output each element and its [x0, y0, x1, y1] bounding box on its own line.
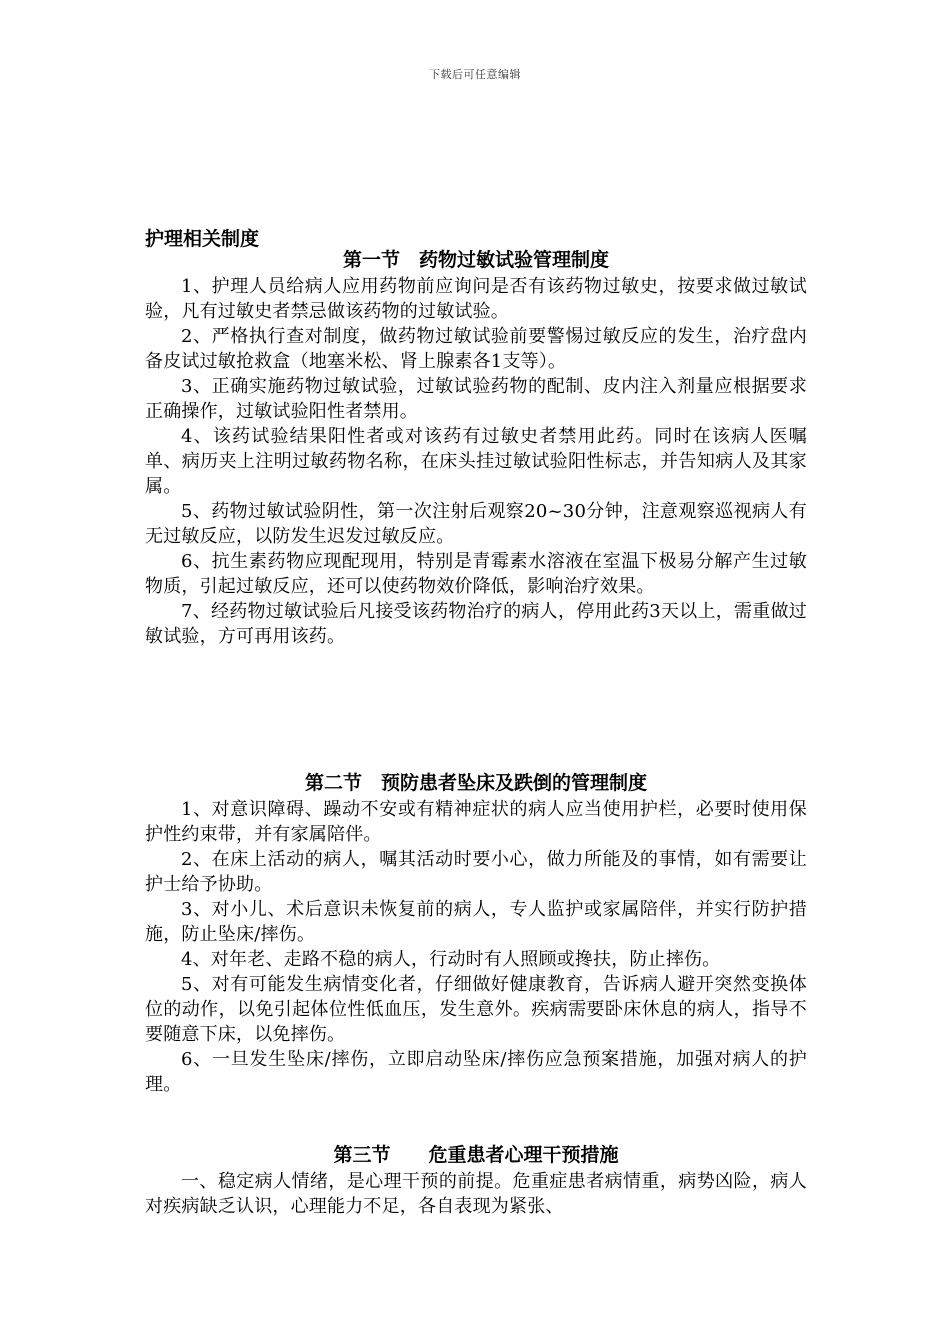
- section-fall-prevention: [145, 769, 807, 1097]
- paragraph: 6、抗生素药物应现配现用，特别是青霉素水溶液在室温下极易分解产生过敏物质，引起过敏反应，还可以使药物效价降低，影响治疗效果。: [145, 551, 807, 597]
- paragraph: 1、对意识障碍、躁动不安或有精神症状的病人应当使用护栏，必要时使用保护性约束带，并有家属陪伴。: [145, 799, 807, 845]
- paragraph: 3、对小儿、术后意识未恢复前的病人，专人监护或家属陪伴，并实行防护措施，防止坠床/摔伤。: [145, 899, 807, 945]
- paragraph: 一、稳定病人情绪，是心理干预的前提。危重症患者病情重，病势凶险，病人对疾病缺乏认识，心理能力不足，各自表现为紧张、: [145, 1171, 807, 1217]
- page-header-note: 下载后可任意编辑: [429, 68, 521, 81]
- document-title: 护理相关制度: [145, 228, 260, 250]
- paragraph: 4、该药试验结果阳性者或对该药有过敏史者禁用此药。同时在该病人医嘱单、病历夹上注明过敏药物名称，在床头挂过敏试验阳性标志，并告知病人及其家属。: [145, 426, 807, 497]
- paragraph: 6、一旦发生坠床/摔伤，立即启动坠床/摔伤应急预案措施，加强对病人的护理。: [145, 1049, 807, 1095]
- paragraph: 5、药物过敏试验阴性，第一次注射后观察20~30分钟，注意观察巡视病人有无过敏反应，以防发生迟发过敏反应。: [145, 501, 807, 547]
- section-drug-allergy-test: [145, 246, 807, 649]
- paragraph: 3、正确实施药物过敏试验，过敏试验药物的配制、皮内注入剂量应根据要求正确操作，过敏试验阳性者禁用。: [145, 376, 807, 422]
- section-heading: 第三节 危重患者心理干预措施: [333, 1144, 619, 1166]
- paragraph: 1、护理人员给病人应用药物前应询问是否有该药物过敏史，按要求做过敏试验，凡有过敏史者禁忌做该药物的过敏试验。: [145, 276, 807, 322]
- section-heading: 第一节 药物过敏试验管理制度: [342, 249, 609, 271]
- paragraph: 4、对年老、走路不稳的病人，行动时有人照顾或搀扶，防止摔伤。: [181, 949, 721, 970]
- paragraph: 5、对有可能发生病情变化者，仔细做好健康教育，告诉病人避开突然变换体位的动作，以免引起体位性低血压，发生意外。疾病需要卧床休息的病人，指导不要随意下床，以免摔伤。: [145, 974, 807, 1045]
- section-psychological-intervention: [145, 1141, 807, 1219]
- paragraph: 2、在床上活动的病人，嘱其活动时要小心，做力所能及的事情，如有需要让护士给予协助。: [145, 849, 807, 895]
- paragraph: 2、严格执行查对制度，做药物过敏试验前要警惕过敏反应的发生，治疗盘内备皮试过敏抢救盒（地塞米松、肾上腺素各1支等）。: [145, 326, 807, 372]
- section-heading: 第二节 预防患者坠床及跌倒的管理制度: [304, 772, 647, 794]
- paragraph: 7、经药物过敏试验后凡接受该药物治疗的病人，停用此药3天以上，需重做过敏试验，方可再用该药。: [145, 601, 807, 647]
